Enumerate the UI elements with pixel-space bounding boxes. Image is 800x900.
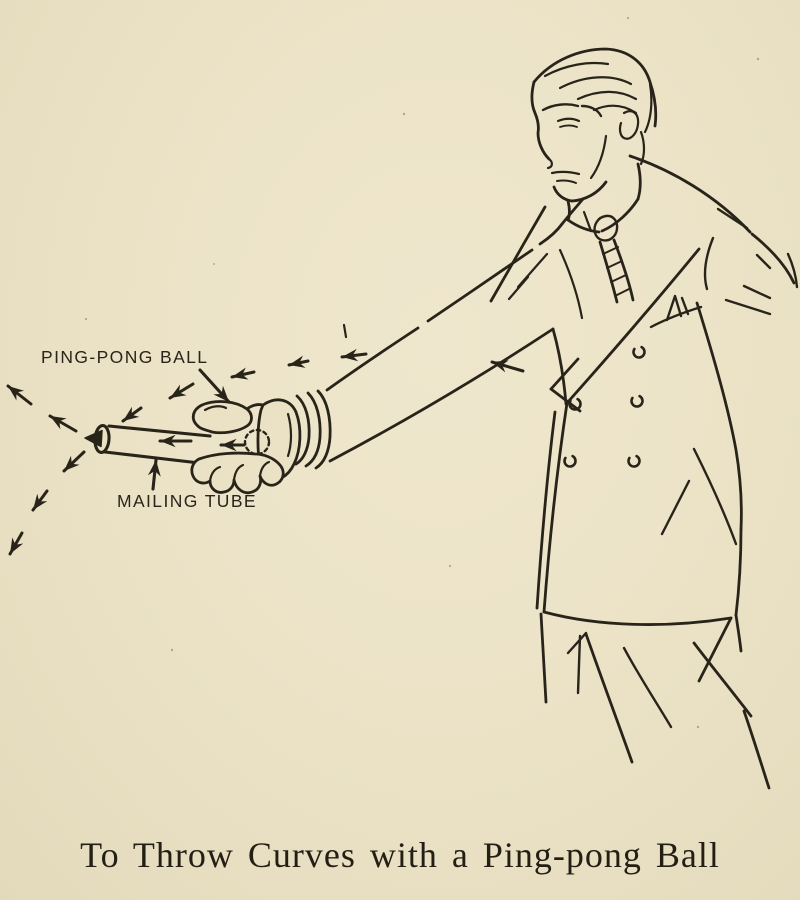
tube-label-arrow [153, 460, 156, 489]
pocket-square [651, 296, 701, 327]
man-figure [296, 49, 797, 788]
ball-label-arrow [200, 370, 229, 402]
paper-specks [85, 17, 759, 728]
ping-pong-ball-label: PING-PONG BALL [41, 347, 209, 367]
trousers [541, 614, 769, 788]
head [532, 49, 656, 220]
mailing-tube-label: MAILING TUBE [117, 491, 257, 511]
tube-mouth-arrow-tip [85, 431, 102, 447]
caption: To Throw Curves with a Ping-pong Ball [80, 835, 720, 875]
extended-arm [296, 199, 583, 468]
hand [192, 400, 300, 493]
jacket [491, 156, 797, 681]
collar-and-tie [568, 199, 638, 302]
